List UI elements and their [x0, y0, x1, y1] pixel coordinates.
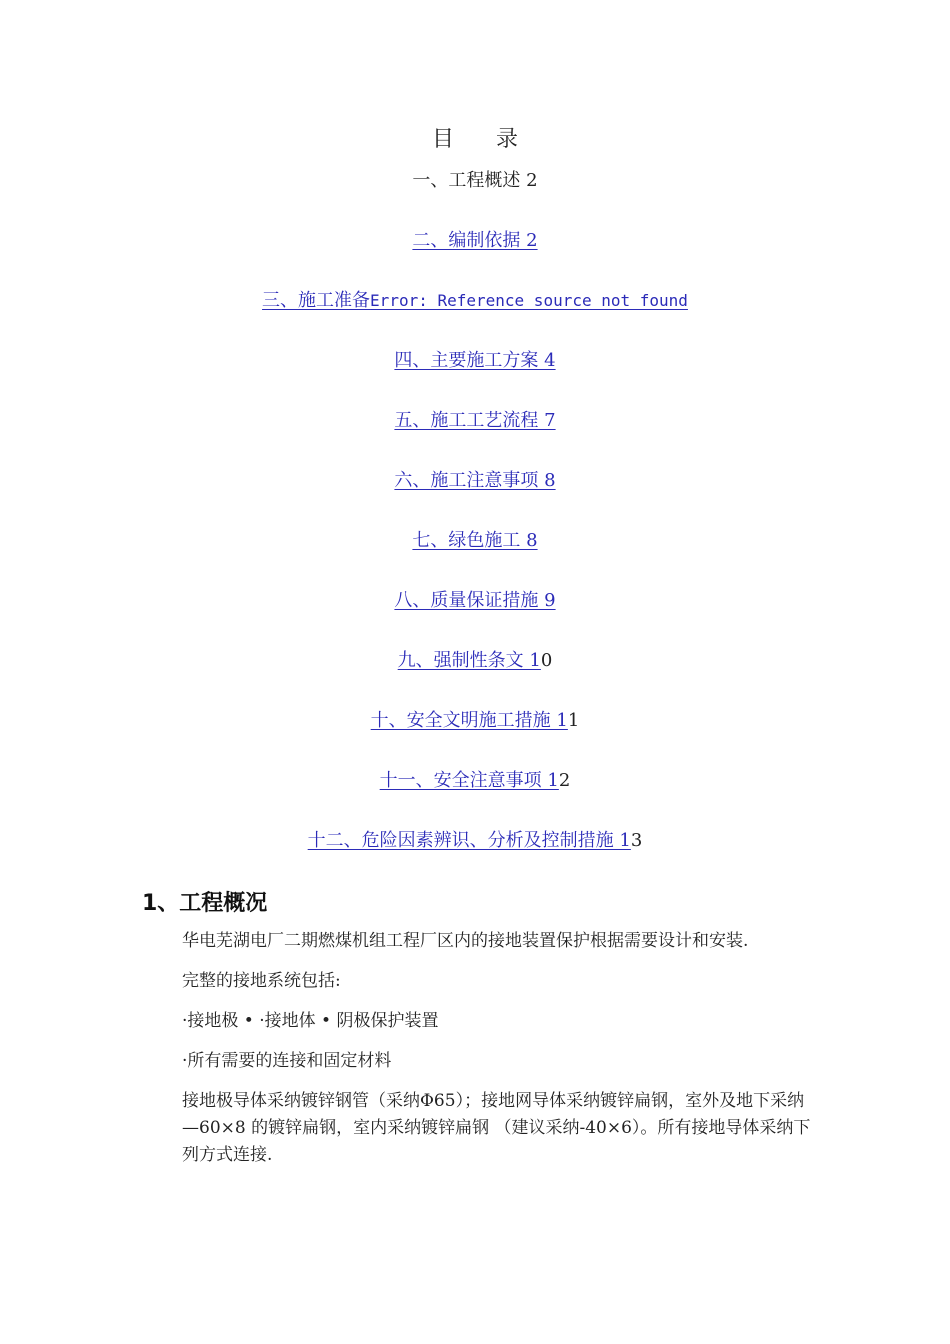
toc-item-11[interactable]	[0, 768, 950, 828]
toc-link[interactable]: 二、编制依据 2	[412, 230, 538, 251]
toc-link-error-text: Error: Reference source not found	[370, 291, 688, 310]
toc-item-8[interactable]	[0, 588, 950, 648]
toc-page-suffix: 1	[567, 710, 580, 731]
paragraph: 接地极导体采纳镀锌钢管（采纳Φ65）；接地网导体采纳镀锌扁钢，室外及地下采纳—60×8 的镀锌扁钢，室内采纳镀锌扁钢 （建议采纳-40×6）。所有接地导体采纳下列方式连接.	[182, 1091, 811, 1165]
toc-link[interactable]: 十二、危险因素辨识、分析及控制措施 1	[307, 830, 631, 851]
toc-page-suffix: 2	[558, 770, 571, 791]
toc-link[interactable]: 六、施工注意事项 8	[394, 470, 556, 491]
table-of-contents	[0, 168, 950, 888]
toc-item-7[interactable]	[0, 528, 950, 588]
toc-link[interactable]	[262, 290, 688, 311]
toc-item-text: 一、工程概述 2	[412, 170, 538, 191]
toc-item-5[interactable]	[0, 408, 950, 468]
toc-item-2[interactable]	[0, 228, 950, 288]
paragraph: ·所有需要的连接和固定材料	[182, 1051, 392, 1071]
toc-item-10[interactable]	[0, 708, 950, 768]
toc-page-suffix: 3	[630, 830, 643, 851]
toc-title-char-2: 录	[496, 127, 519, 152]
toc-link-text: 三、施工准备	[262, 290, 371, 311]
toc-item-12[interactable]	[0, 828, 950, 888]
toc-link[interactable]: 十一、安全注意事项 1	[379, 770, 559, 791]
toc-item-3[interactable]	[0, 288, 950, 348]
paragraph: 华电芜湖电厂二期燃煤机组工程厂区内的接地装置保护根据需要设计和安装.	[182, 931, 749, 951]
toc-link[interactable]: 九、强制性条文 1	[397, 650, 541, 671]
toc-link[interactable]: 十、安全文明施工措施 1	[370, 710, 568, 731]
toc-item-6[interactable]	[0, 468, 950, 528]
toc-item-9[interactable]	[0, 648, 950, 708]
section-body	[182, 928, 812, 1182]
toc-link[interactable]: 八、质量保证措施 9	[394, 590, 556, 611]
paragraph: ·接地极 • ·接地体 • 阴极保护装置	[182, 1011, 439, 1031]
toc-item-1	[0, 168, 950, 228]
toc-item-4[interactable]	[0, 348, 950, 408]
toc-link[interactable]: 七、绿色施工 8	[412, 530, 538, 551]
toc-link[interactable]: 四、主要施工方案 4	[394, 350, 556, 371]
paragraph: 完整的接地系统包括:	[182, 971, 341, 991]
toc-page-suffix: 0	[540, 650, 553, 671]
toc-title	[0, 122, 950, 153]
toc-link[interactable]: 五、施工工艺流程 7	[394, 410, 556, 431]
section-heading: 1、工程概况	[142, 891, 268, 916]
toc-title-char-1: 目	[431, 127, 454, 152]
